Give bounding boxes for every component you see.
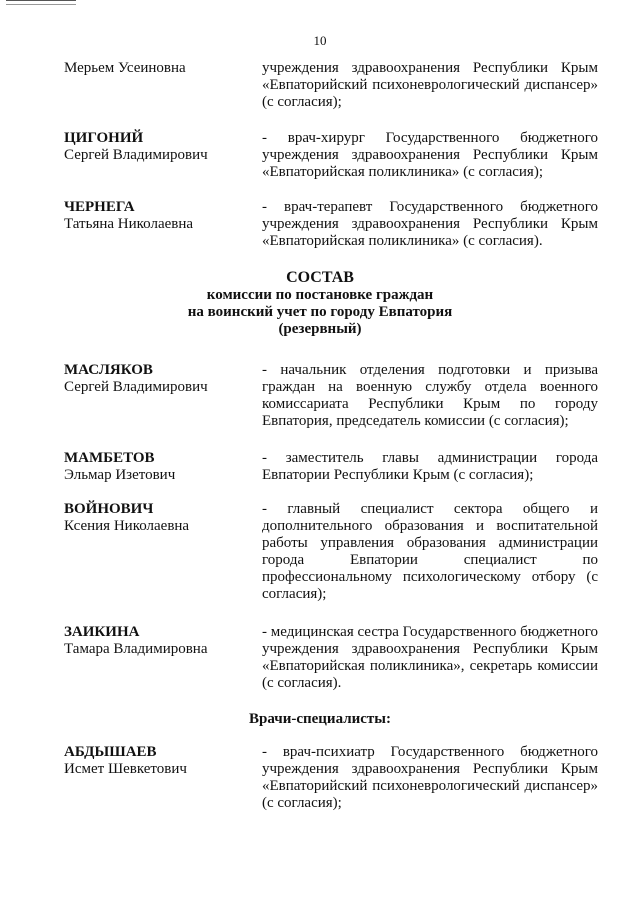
person-names (64, 624, 254, 658)
corner-mark (6, 0, 76, 5)
heading-line-3: (резервный) (278, 321, 362, 337)
person-names (64, 450, 254, 484)
person-surname: МАМБЕТОВ (64, 450, 155, 466)
heading-line-1: комиссии по постановке граждан (206, 287, 434, 303)
person-role: - главный специалист сектора общего и дополнительного образования и воспитательной работы управления образования администрации города Евпатории специалист по профессиональному психологическому отбору (с согласия); (262, 501, 598, 602)
person-surname: ЗАИКИНА (64, 624, 140, 640)
person-surname: ЦИГОНИЙ (64, 130, 144, 146)
person-surname: ВОЙНОВИЧ (64, 501, 154, 517)
person-role: - врач-хирург Государственного бюджетного учреждения здравоохранения Республики Крым «Евпаторийская поликлиника» (с согласия); (262, 130, 598, 180)
person-given-name: Татьяна Николаевна (64, 216, 194, 232)
person-role: - врач-терапевт Государственного бюджетного учреждения здравоохранения Республики Крым «Евпаторийская поликлиника» (с согласия). (262, 199, 598, 249)
person-role: - медицинская сестра Государственного бюджетного учреждения здравоохранения Республики Крым «Евпаторийская поликлиника», секретарь комиссии (с согласия). (262, 624, 599, 691)
heading-title: СОСТАВ (286, 269, 354, 286)
person-names (64, 501, 254, 535)
person-given-name: Сергей Владимирович (64, 147, 208, 163)
specialists-heading: Врачи-специалисты: (248, 711, 391, 727)
person-names (64, 744, 254, 778)
person-names (64, 130, 254, 164)
person-names (64, 362, 254, 396)
person-given-name: Сергей Владимирович (64, 379, 208, 395)
person-names (64, 199, 254, 233)
person-surname: МАСЛЯКОВ (64, 362, 153, 378)
person-surname: ЧЕРНЕГА (64, 199, 135, 215)
person-names (64, 60, 254, 77)
person-role: - врач-психиатр Государственного бюджетного учреждения здравоохранения Республики Крым «Евпаторийский психоневрологический диспансер» (с согласия); (262, 744, 598, 811)
person-given-name: Исмет Шевкетович (64, 761, 187, 777)
person-given-name: Мерьем Усеиновна (64, 60, 186, 76)
person-given-name: Тамара Владимировна (64, 641, 208, 657)
heading-line-2: на воинский учет по городу Евпатория (187, 304, 453, 320)
person-role: учреждения здравоохранения Республики Крым «Евпаторийский психоневрологический диспансер» (с согласия); (262, 60, 598, 110)
person-given-name: Эльмар Изетович (64, 467, 176, 483)
person-given-name: Ксения Николаевна (64, 518, 190, 534)
section-heading (0, 268, 640, 338)
page-number: 10 (313, 33, 327, 48)
person-role: - заместитель главы администрации города Евпатории Республики Крым (с согласия); (262, 450, 598, 483)
person-surname: АБДЫШАЕВ (64, 744, 157, 760)
person-role: - начальник отделения подготовки и призыва граждан на военную службу отдела военного комиссариата Республики Крым по городу Евпатория, председатель комиссии (с согласия); (262, 362, 598, 429)
